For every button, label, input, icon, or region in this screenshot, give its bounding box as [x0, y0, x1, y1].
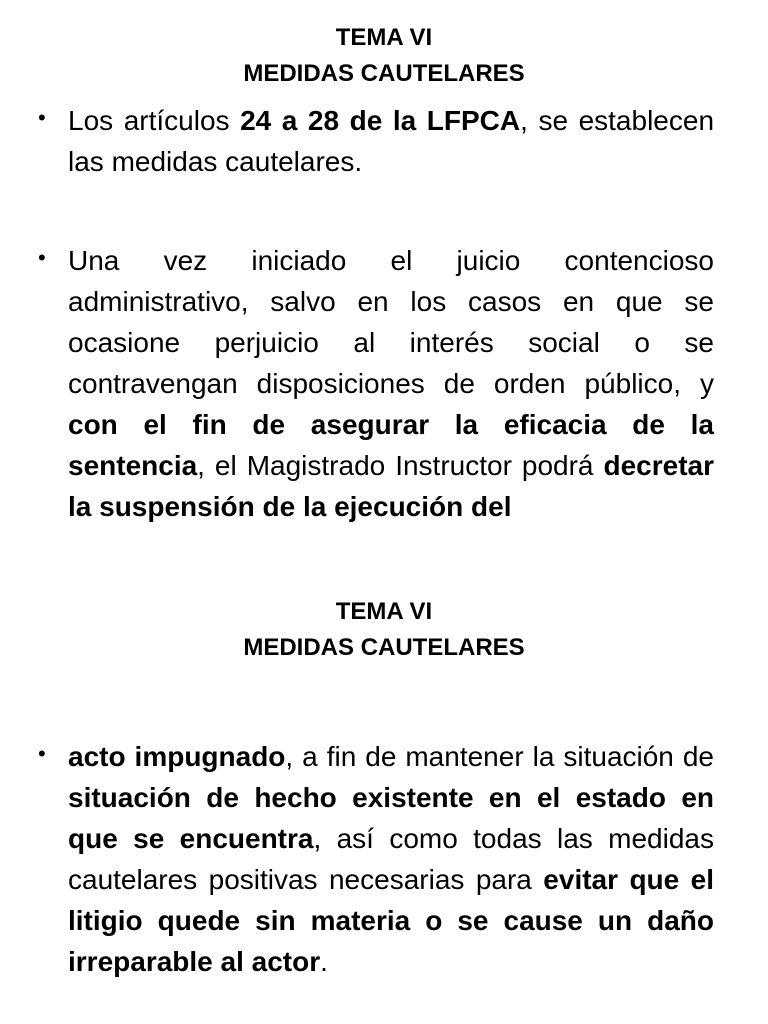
bullet-icon: • [38, 105, 46, 130]
bullet-list [0, 100, 768, 527]
bold-segment: con el fin de asegurar la eficacia de la sentencia [68, 409, 714, 481]
slide-title [0, 580, 768, 666]
title-line-tema: TEMA VI [335, 24, 433, 51]
bold-segment: acto impugnado [68, 741, 286, 772]
bold-segment: decretar la suspensión de la ejecución del [68, 450, 714, 522]
bullet-icon: • [38, 245, 46, 270]
text-segment: , se establecen las medidas cautelares. [68, 105, 715, 177]
bold-segment: evitar que el litigio quede sin materia o se cause un daño irreparable al actor [68, 864, 715, 977]
text-segment: , el Magistrado Instructor podrá [197, 450, 604, 481]
bold-segment: situación de hecho existente en el estado en que se encuentra [68, 782, 714, 854]
slide-2 [0, 580, 768, 1024]
slide-title [0, 0, 768, 92]
text-segment: , a fin de mantener la situación de [285, 741, 714, 772]
bullet-item [38, 736, 715, 982]
title-line-tema: TEMA VI [335, 598, 433, 625]
bullet-icon: • [38, 741, 46, 766]
title-line-subject: MEDIDAS CAUTELARES [243, 634, 525, 661]
bullet-item [38, 240, 714, 527]
text-segment: , así como todas las medidas cautelares positivas necesarias para [68, 823, 714, 895]
text-segment: Los artículos [68, 105, 241, 136]
bold-segment: 24 a 28 de la LFPCA [240, 105, 521, 136]
text-segment: Una vez iniciado el juicio contencioso administrativo, salvo en los casos en que se ocasione perjuicio al interés social o se contravengan disposiciones de orden público, y [68, 245, 714, 399]
bullet-item [38, 100, 715, 182]
text-segment: . [320, 946, 328, 977]
bullet-list [0, 736, 768, 982]
title-line-subject: MEDIDAS CAUTELARES [243, 60, 525, 87]
